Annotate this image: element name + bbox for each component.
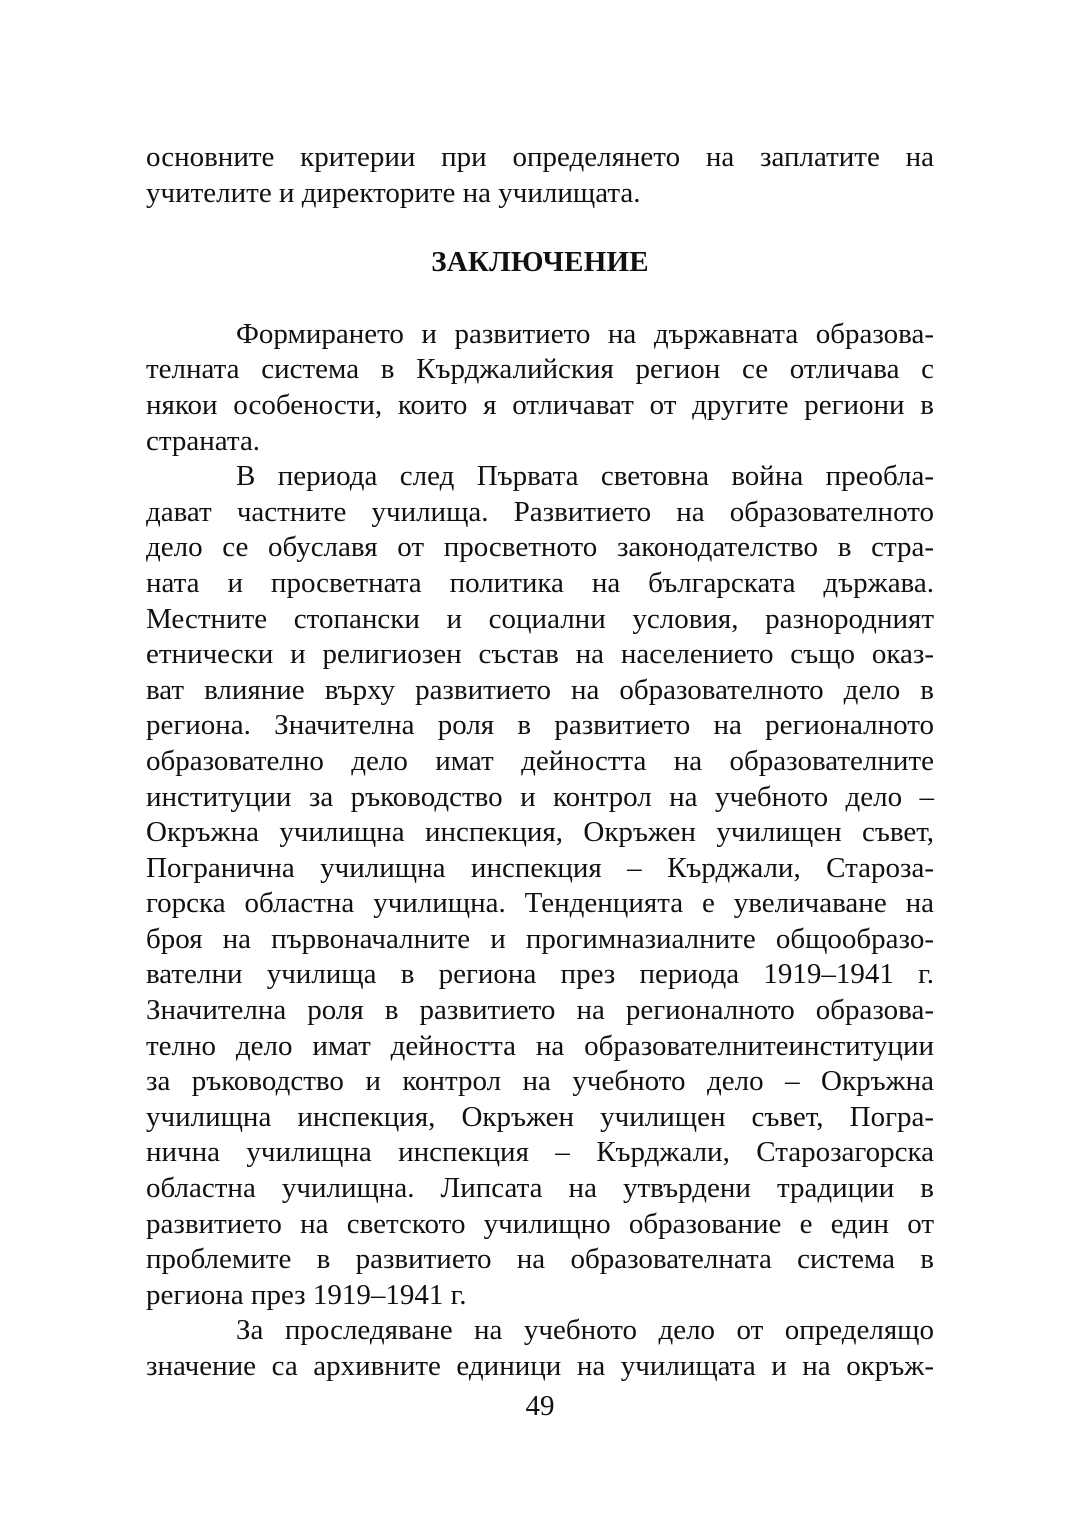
document-page — [146, 140, 934, 1385]
text-line: някои особености, които я отличават от другите региони в — [146, 388, 934, 421]
text-line: развитието на светското училищно образование е един от — [146, 1207, 934, 1240]
text-line: Значителна роля в развитието на регионалното образова- — [146, 994, 934, 1027]
text-line: учителите и директорите на училищата. — [146, 176, 641, 209]
text-line: етнически и религиозен състав на населението също оказ- — [146, 638, 934, 671]
text-line: за ръководство и контрол на учебното дело – Окръжна — [146, 1065, 934, 1098]
text-line: дело се обуславя от просветното законодателство в стра- — [146, 531, 934, 564]
text-line: региона. Значителна роля в развитието на регионалното — [146, 709, 934, 742]
intro-text — [146, 140, 934, 211]
text-line: горска областна училищна. Тенденцията е увеличаване на — [146, 887, 934, 920]
text-line: значение са архивните единици на училищата и на окръж- — [146, 1350, 934, 1382]
text-line: региона през 1919–1941 г. — [146, 1278, 467, 1311]
text-line: Окръжна училищна инспекция, Окръжен училищен съвет, — [146, 816, 934, 849]
text-line: В периода след Първата световна война преобла- — [236, 460, 934, 493]
text-line: институции за ръководство и контрол на учебното дело – — [146, 780, 934, 813]
text-line: За проследяване на учебното дело от определящо — [236, 1314, 934, 1347]
text-line: проблемите в развитието на образователната система в — [146, 1243, 934, 1276]
page-number: 49 — [525, 1390, 555, 1422]
text-line: броя на първоначалните и прогимназиалните общообразо- — [146, 922, 934, 955]
text-line: телната система в Кърджалийския регион се отличава с — [146, 353, 934, 386]
section-heading: ЗАКЛЮЧЕНИЕ — [431, 246, 649, 279]
text-line: ната и просветната политика на българската държава. — [146, 566, 934, 599]
text-line: Формирането и развитието на държавната образова- — [236, 317, 934, 350]
text-line: дават частните училища. Развитието на образователното — [146, 495, 934, 528]
text-line: ват влияние върху развитието на образователното дело в — [146, 673, 934, 706]
text-line: Погранична училищна инспекция – Кърджали, Староза- — [146, 851, 934, 884]
text-line: училищна инспекция, Окръжен училищен съвет, Погра- — [146, 1100, 934, 1133]
paragraph-2 — [146, 459, 934, 1313]
text-line: основните критерии при определянето на заплатите на — [146, 141, 934, 173]
text-line: страната. — [146, 424, 261, 457]
text-line: областна училищна. Липсата на утвърдени традиции в — [146, 1172, 934, 1205]
paragraph-3 — [146, 1313, 934, 1384]
paragraph-1 — [146, 317, 934, 459]
text-line: Местните стопански и социални условия, разнородният — [146, 602, 934, 635]
text-line: образователно дело имат дейността на образователните — [146, 744, 934, 777]
text-line: нична училищна инспекция – Кърджали, Старозагорска — [146, 1136, 934, 1169]
text-line: телно дело имат дейността на образователнитеинституции — [146, 1029, 934, 1062]
text-line: вателни училища в региона през периода 1919–1941 г. — [146, 958, 934, 991]
